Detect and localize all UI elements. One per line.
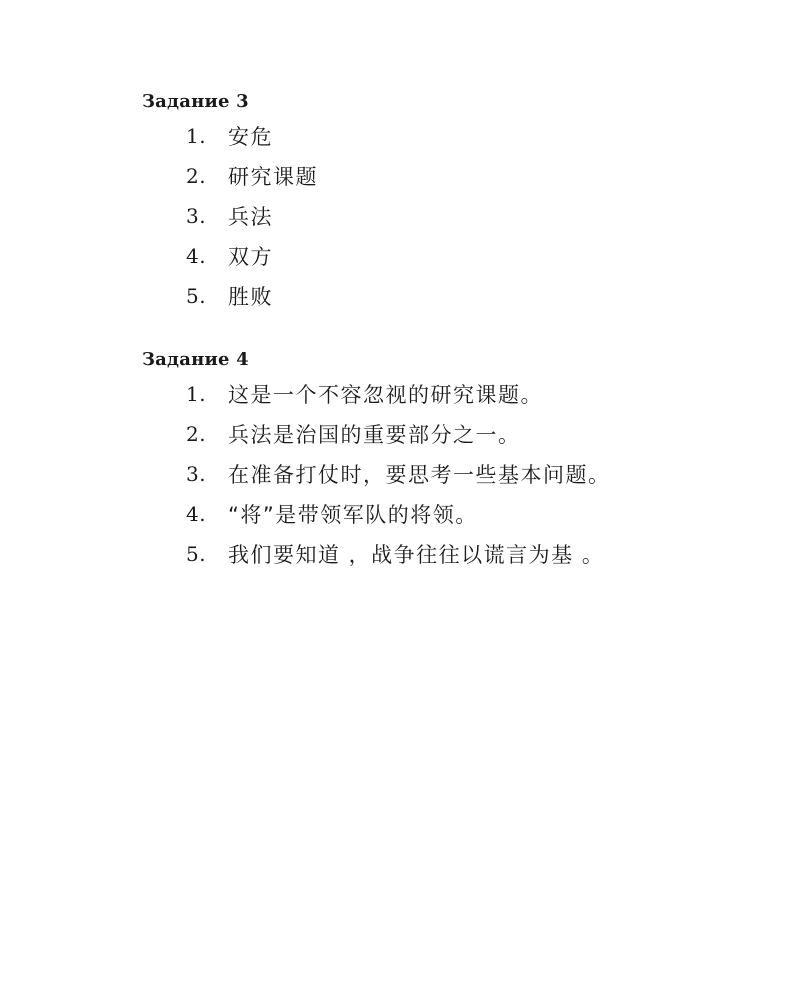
item-number: 3. — [186, 204, 207, 228]
item-text: 这是一个不容忽视的研究课题。 — [228, 383, 543, 407]
task-3-list — [142, 116, 318, 316]
list-item — [142, 534, 605, 574]
list-item — [142, 374, 543, 414]
task-3-heading: Задание 3 — [142, 91, 249, 112]
item-number: 2. — [186, 164, 207, 188]
list-item — [142, 494, 478, 534]
list-item — [142, 414, 521, 454]
item-text: 安危 — [228, 125, 273, 149]
item-number: 3. — [186, 462, 207, 486]
item-text: 兵法 — [228, 205, 273, 229]
item-text: 胜败 — [228, 285, 273, 309]
task-4-list — [142, 374, 611, 574]
item-number: 1. — [186, 124, 207, 148]
item-number: 4. — [186, 244, 207, 268]
list-item — [142, 156, 318, 196]
list-item — [142, 236, 273, 276]
task-4-heading: Задание 4 — [142, 349, 249, 370]
task-4-section — [142, 348, 611, 574]
task-3-section — [142, 90, 318, 316]
item-text: 兵法是治国的重要部分之一。 — [228, 423, 521, 447]
item-text: 在准备打仗时，要思考一些基本问题。 — [228, 463, 611, 487]
item-text: “将”是带领军队的将领。 — [228, 503, 478, 527]
item-number: 1. — [186, 382, 207, 406]
list-item — [142, 454, 611, 494]
item-number: 2. — [186, 422, 207, 446]
list-item — [142, 116, 273, 156]
item-text: 我们要知道 ，战争往往以谎言为基 。 — [228, 543, 605, 567]
list-item — [142, 196, 273, 236]
item-text: 研究课题 — [228, 165, 318, 189]
item-number: 4. — [186, 502, 207, 526]
list-item — [142, 276, 273, 316]
item-text: 双方 — [228, 245, 273, 269]
item-number: 5. — [186, 542, 207, 566]
item-number: 5. — [186, 284, 207, 308]
